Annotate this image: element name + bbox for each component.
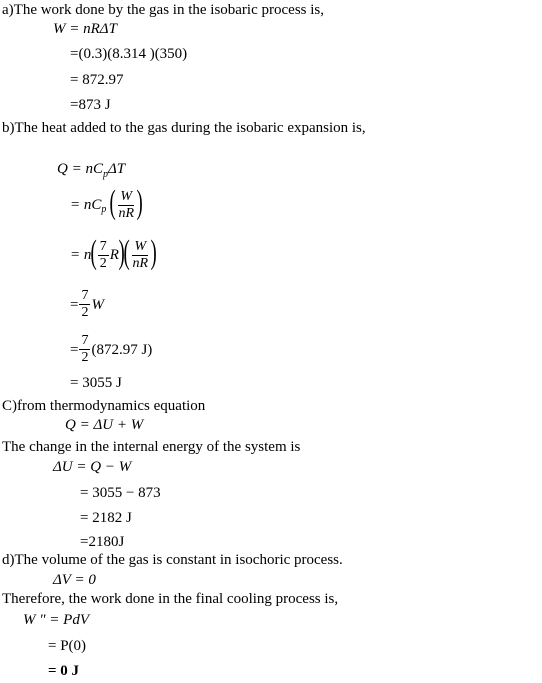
gas-constant-r: R xyxy=(109,247,119,263)
part-d-eq-work: W " = PdV xyxy=(23,612,89,628)
part-b-eq-step3 xyxy=(70,234,157,272)
fraction-denominator: nR xyxy=(132,255,149,271)
part-d-eq-volume: ΔV = 0 xyxy=(53,572,96,588)
right-paren: ) xyxy=(118,234,125,271)
right-paren: ) xyxy=(136,184,143,221)
step3-prefix: = n xyxy=(70,247,92,263)
part-a-eq-result: =873 J xyxy=(70,97,111,113)
cp-subscript: p xyxy=(102,169,108,180)
step2-cp-subscript: p xyxy=(101,204,107,216)
part-b-result: = 3055 J xyxy=(70,375,122,391)
fraction-seven-halves xyxy=(98,239,109,272)
fraction-denominator: 2 xyxy=(81,350,89,365)
fraction-numerator: 7 xyxy=(99,238,107,254)
work-symbol: W xyxy=(91,296,104,313)
step2-prefix: = nC xyxy=(70,197,102,213)
part-a-eq-value: = 872.97 xyxy=(70,72,124,88)
part-d-heading: d)The volume of the gas is constant in isochoric process. xyxy=(2,552,343,568)
part-d-eq-substitution: = P(0) xyxy=(48,638,87,654)
part-c-eq-first-law: Q = ΔU + W xyxy=(65,417,144,433)
part-c-eq-result: =2180J xyxy=(80,534,125,550)
fraction-numerator: W xyxy=(134,238,147,254)
fraction-denominator: nR xyxy=(118,205,135,221)
step5-prefix: = xyxy=(70,341,79,358)
step4-prefix: = xyxy=(70,296,79,313)
fraction-numerator: 7 xyxy=(81,288,89,303)
part-d-eq-result: = 0 J xyxy=(48,663,80,679)
part-c-line2: The change in the internal energy of the system is xyxy=(2,439,301,455)
part-b-eq-step4 xyxy=(70,288,104,321)
part-b-eq-step2 xyxy=(70,184,143,222)
q-lhs: Q = nC xyxy=(57,161,103,177)
fraction-seven-halves xyxy=(79,333,90,366)
right-paren: ) xyxy=(150,234,157,271)
fraction-numerator: 7 xyxy=(81,333,89,348)
part-c-heading: C)from thermodynamics equation xyxy=(2,398,206,414)
fraction-numerator: W xyxy=(120,188,133,204)
fraction-seven-halves xyxy=(79,288,90,321)
fraction-denominator: 2 xyxy=(81,305,89,320)
left-paren: ( xyxy=(109,184,116,221)
part-b-heading: b)The heat added to the gas during the isobaric expansion is, xyxy=(2,120,366,136)
left-paren: ( xyxy=(123,234,130,271)
part-b-eq-heat xyxy=(57,160,125,180)
part-b-eq-step5 xyxy=(70,333,152,366)
step5-tail: (872.97 J) xyxy=(91,341,153,358)
part-c-eq-internal-energy: ΔU = Q − W xyxy=(53,459,132,475)
part-a-eq-work: W = nRΔT xyxy=(53,21,117,37)
part-c-eq-substitution: = 3055 − 873 xyxy=(80,485,161,501)
part-d-line2: Therefore, the work done in the final cooling process is, xyxy=(2,591,339,607)
part-a-heading: a)The work done by the gas in the isobaric process is, xyxy=(2,2,324,18)
fraction-denominator: 2 xyxy=(99,255,107,271)
left-paren: ( xyxy=(90,234,98,271)
part-c-eq-value: = 2182 J xyxy=(80,510,132,526)
fraction-w-over-nr xyxy=(116,189,136,222)
delta-t: ΔT xyxy=(107,161,126,177)
part-a-eq-substitution: =(0.3)(8.314 )(350) xyxy=(70,46,188,62)
fraction-w-over-nr xyxy=(131,239,151,272)
